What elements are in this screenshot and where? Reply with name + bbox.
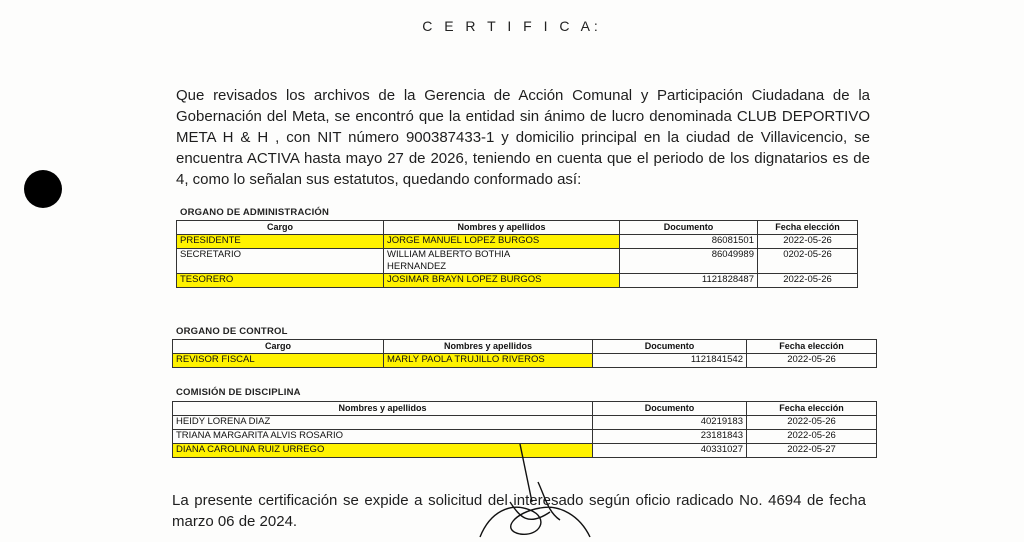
table-row [177, 274, 858, 288]
section-title-administracion: ORGANO DE ADMINISTRACIÓN [180, 207, 330, 218]
cell-cargo: REVISOR FISCAL [173, 354, 384, 368]
cell-documento: 40219183 [593, 416, 747, 430]
cell-nombres: DIANA CAROLINA RUIZ URREGO [173, 444, 593, 458]
cell-nombres: TRIANA MARGARITA ALVIS ROSARIO [173, 430, 593, 444]
cell-documento: 23181843 [593, 430, 747, 444]
table-header-row [177, 221, 858, 235]
header-documento: Documento [593, 402, 747, 416]
certificate-title: C E R T I F I C A: [422, 18, 602, 34]
certificate-paragraph: Que revisados los archivos de la Gerencia de Acción Comunal y Participación Ciudadana de la Gobernación del Meta, se encontró que la entidad sin ánimo de lucro denominada CLUB DEPORTIVO META H & H , con NIT número 900387433-1 y domicilio principal en la ciudad de Villavicencio, se encuentra ACTIVA hasta mayo 27 de 2026, teniendo en cuenta que el periodo de los dignatarios es de 4, como lo señalan sus estatutos, quedando conformado así: [176, 87, 870, 188]
punch-hole-mark [24, 170, 62, 208]
cell-documento: 1121841542 [593, 354, 747, 368]
name-line-2: HERNANDEZ [387, 261, 447, 272]
table-row [173, 354, 877, 368]
table-control [172, 339, 877, 368]
header-cargo: Cargo [173, 340, 384, 354]
cell-documento: 1121828487 [620, 274, 758, 288]
table-row [177, 249, 858, 274]
cell-nombres: MARLY PAOLA TRUJILLO RIVEROS [384, 354, 593, 368]
header-documento: Documento [593, 340, 747, 354]
cell-nombres: JOSIMAR BRAYN LOPEZ BURGOS [384, 274, 620, 288]
header-nombres: Nombres y apellidos [384, 340, 593, 354]
cell-fecha: 2022-05-26 [747, 430, 877, 444]
cell-nombres: JORGE MANUEL LOPEZ BURGOS [384, 235, 620, 249]
header-fecha: Fecha elección [747, 340, 877, 354]
table-header-row [173, 402, 877, 416]
name-line-1: WILLIAM ALBERTO BOTHIA [387, 249, 511, 260]
table-row [173, 444, 877, 458]
table-administracion [176, 220, 858, 288]
header-fecha: Fecha elección [758, 221, 858, 235]
cell-fecha: 0202-05-26 [758, 249, 858, 274]
cell-fecha: 2022-05-26 [747, 354, 877, 368]
table-row [173, 430, 877, 444]
certificate-footer: La presente certificación se expide a solicitud del interesado según oficio radicado No. 4694 de fecha marzo 06 de 2024. [172, 492, 866, 530]
cell-documento: 86049989 [620, 249, 758, 274]
header-cargo: Cargo [177, 221, 384, 235]
cell-documento: 40331027 [593, 444, 747, 458]
header-fecha: Fecha elección [747, 402, 877, 416]
header-nombres: Nombres y apellidos [173, 402, 593, 416]
cell-cargo: SECRETARIO [177, 249, 384, 274]
cell-fecha: 2022-05-26 [758, 235, 858, 249]
cell-nombres [384, 249, 620, 274]
header-documento: Documento [620, 221, 758, 235]
table-row [177, 235, 858, 249]
cell-cargo: TESORERO [177, 274, 384, 288]
cell-nombres: HEIDY LORENA DIAZ [173, 416, 593, 430]
section-title-control: ORGANO DE CONTROL [176, 326, 288, 337]
table-header-row [173, 340, 877, 354]
table-row [173, 416, 877, 430]
cell-cargo: PRESIDENTE [177, 235, 384, 249]
cell-fecha: 2022-05-27 [747, 444, 877, 458]
header-nombres: Nombres y apellidos [384, 221, 620, 235]
cell-fecha: 2022-05-26 [747, 416, 877, 430]
section-title-disciplina: COMISIÓN DE DISCIPLINA [176, 387, 301, 398]
cell-fecha: 2022-05-26 [758, 274, 858, 288]
table-disciplina [172, 401, 877, 458]
cell-documento: 86081501 [620, 235, 758, 249]
